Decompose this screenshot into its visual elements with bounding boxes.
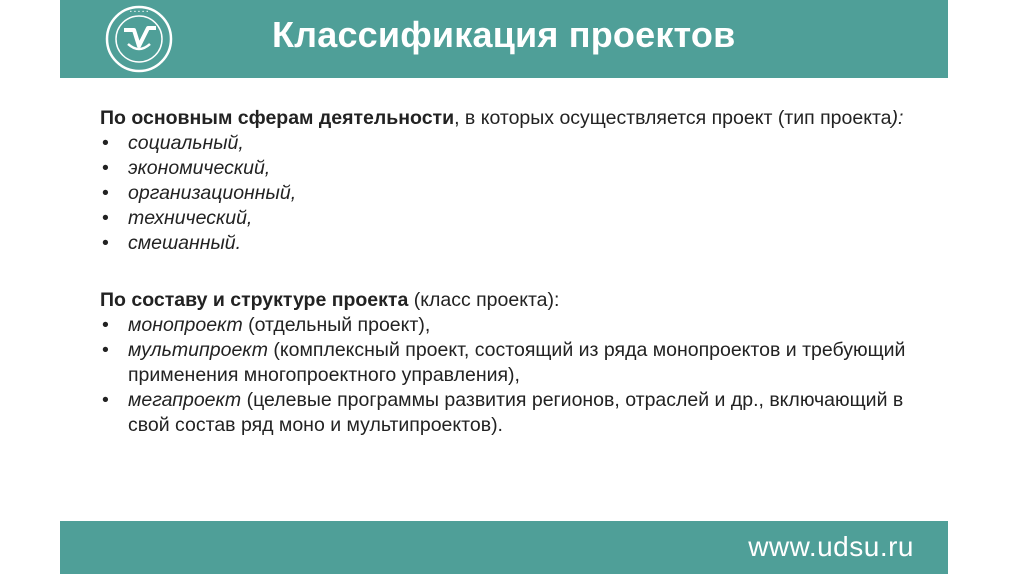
list-item: • экономический, [102,157,271,179]
list-item: • технический, [102,207,253,229]
list-item: • организационный, [102,182,297,204]
section1-list [100,131,930,256]
spacer [100,256,930,288]
page-title: Классификация проектов [272,14,736,55]
section2-list [100,313,930,438]
footer-bar [60,521,948,574]
content-body [100,106,930,438]
section1-heading: По основным сферам деятельности, в которых осуществляется проект (тип проекта): [100,107,904,129]
list-item: • социальный, [102,132,244,154]
list-item: • смешанный. [102,232,242,254]
list-item: • монопроект (отдельный проект), [102,314,431,336]
university-seal-icon [104,4,174,74]
svg-text:• • • • •: • • • • • [129,10,149,15]
list-item: • мегапроект (целевые программы развития регионов, отраслей и др., включающий в свой состав ряд моно и мультипроектов). [102,389,904,436]
slide [60,0,948,574]
section2-heading: По составу и структуре проекта (класс проекта): [100,289,560,311]
list-item: • мультипроект (комплексный проект, состоящий из ряда монопроектов и требующий применения многопроектного управления), [102,339,906,386]
header-bar [60,0,948,78]
website-url: www.udsu.ru [748,531,914,562]
